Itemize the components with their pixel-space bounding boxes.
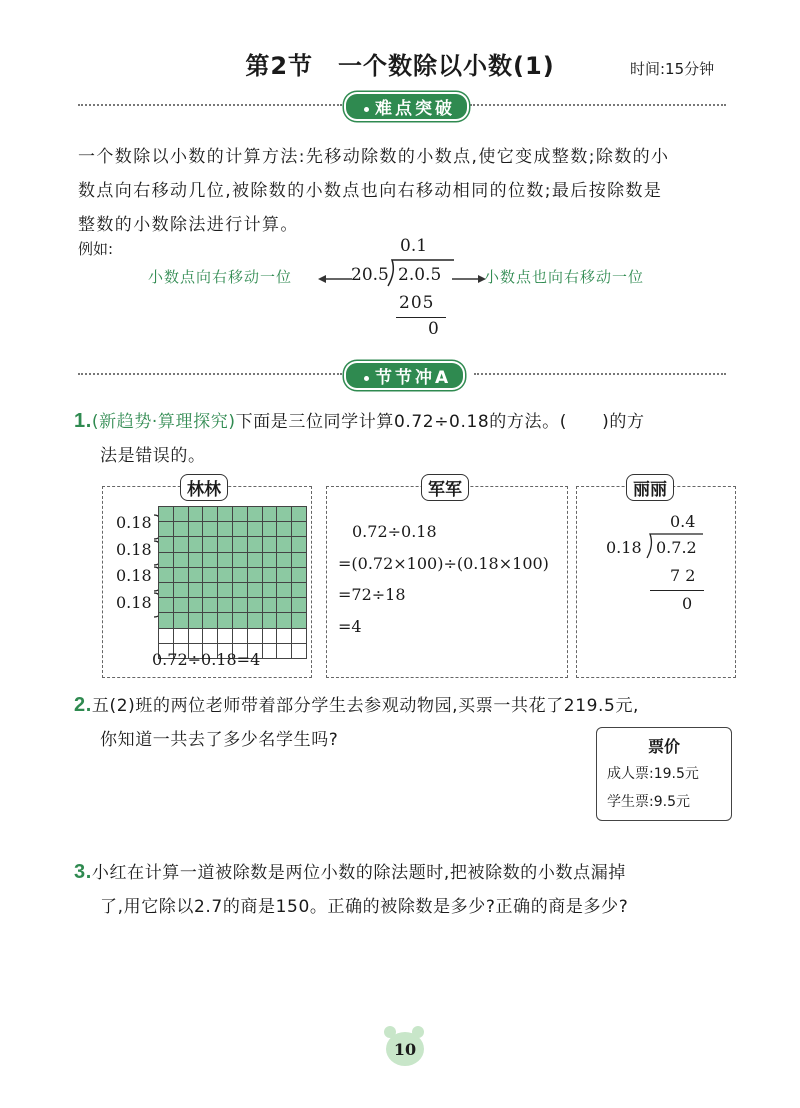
grid-cell <box>292 643 307 658</box>
grid-cell-shaded <box>262 552 277 567</box>
lili-divisor: 0.18 <box>606 538 642 557</box>
divider-line <box>470 104 726 106</box>
grid-row <box>159 552 307 567</box>
grid-cell-shaded <box>292 582 307 597</box>
question-number: 2. <box>74 694 92 716</box>
linlin-row-labels <box>116 510 152 616</box>
lili-name: 丽丽 <box>626 474 674 501</box>
example-divisor: 20.5 <box>351 265 389 285</box>
grid-cell-shaded <box>173 552 188 567</box>
method-paragraph <box>78 140 738 242</box>
step-line: =72÷18 <box>338 585 406 604</box>
grid-cell-shaded <box>247 582 262 597</box>
grid-cell <box>277 628 292 643</box>
question-text: 下面是三位同学计算0.72÷0.18的方法。( )的方 <box>235 412 645 432</box>
grid-cell-shaded <box>159 522 174 537</box>
section-badge-difficulty: 难点突破 <box>344 92 469 121</box>
grid-cell-shaded <box>218 522 233 537</box>
grid-cell-shaded <box>277 598 292 613</box>
grid-cell-shaded <box>188 582 203 597</box>
grid-cell-shaded <box>159 582 174 597</box>
grid-cell <box>247 628 262 643</box>
divider-line <box>78 373 342 375</box>
question-number: 3. <box>74 861 92 883</box>
lili-dividend: 0.7.2 <box>656 538 697 557</box>
lili-box <box>576 486 736 678</box>
grid-cell-shaded <box>218 613 233 628</box>
grid-cell-shaded <box>292 598 307 613</box>
grid-cell-shaded <box>218 537 233 552</box>
grid-cell <box>218 628 233 643</box>
grid-cell <box>262 628 277 643</box>
grid-cell-shaded <box>203 522 218 537</box>
grid-cell-shaded <box>262 613 277 628</box>
row-label: 0.18 <box>116 566 152 585</box>
question-3 <box>74 855 754 924</box>
grid-cell-shaded <box>173 507 188 522</box>
divider-line <box>474 373 726 375</box>
grid-row <box>159 567 307 582</box>
grid-cell-shaded <box>203 598 218 613</box>
question-text: 五(2)班的两位老师带着部分学生去参观动物园,买票一共花了219.5元, <box>91 696 640 716</box>
student-price: 学生票:9.5元 <box>607 794 690 810</box>
grid-cell-shaded <box>232 552 247 567</box>
grid-cell-shaded <box>292 552 307 567</box>
grid-cell <box>173 628 188 643</box>
grid-row <box>159 537 307 552</box>
lili-product: 7 2 <box>670 566 696 585</box>
grid-cell-shaded <box>159 567 174 582</box>
grid-cell-shaded <box>247 567 262 582</box>
grid-cell <box>277 643 292 658</box>
junjun-steps <box>338 516 549 642</box>
step-line: =4 <box>338 616 362 636</box>
grid-cell-shaded <box>188 567 203 582</box>
grid-row <box>159 582 307 597</box>
divider-line <box>78 104 342 106</box>
lili-line <box>650 590 704 591</box>
grid-cell-shaded <box>247 598 262 613</box>
grid-cell-shaded <box>159 552 174 567</box>
grid-cell-shaded <box>159 613 174 628</box>
grid-cell-shaded <box>232 598 247 613</box>
row-label: 0.18 <box>116 539 152 559</box>
grid-cell-shaded <box>173 522 188 537</box>
grid-cell-shaded <box>247 552 262 567</box>
question-text: 你知道一共去了多少名学生吗? <box>100 730 339 750</box>
time-label: 时间:15分钟 <box>630 60 715 78</box>
grid-cell-shaded <box>173 567 188 582</box>
price-box <box>596 727 732 821</box>
grid-cell-shaded <box>188 613 203 628</box>
grid-cell <box>203 628 218 643</box>
lili-remainder: 0 <box>682 594 693 613</box>
grid-cell <box>188 628 203 643</box>
grid-cell-shaded <box>188 537 203 552</box>
example-quotient: 0.1 <box>400 236 428 256</box>
junjun-name: 军军 <box>421 474 469 501</box>
adult-price: 成人票:19.5元 <box>607 766 699 782</box>
hundred-grid <box>158 506 307 659</box>
grid-cell-shaded <box>232 537 247 552</box>
grid-cell-shaded <box>292 613 307 628</box>
grid-cell-shaded <box>218 567 233 582</box>
grid-cell-shaded <box>262 598 277 613</box>
step-line: =(0.72×100)÷(0.18×100) <box>338 553 549 573</box>
paragraph-line: 一个数除以小数的计算方法:先移动除数的小数点,使它变成整数;除数的小 <box>78 147 670 167</box>
grid-cell-shaded <box>262 507 277 522</box>
lili-quotient: 0.4 <box>670 512 696 531</box>
grid-cell-shaded <box>188 522 203 537</box>
grid-cell-shaded <box>218 582 233 597</box>
grid-cell <box>232 628 247 643</box>
step-line: 0.72÷0.18 <box>352 522 437 541</box>
grid-cell-shaded <box>188 507 203 522</box>
paragraph-line: 数点向右移动几位,被除数的小数点也向右移动相同的位数;最后按除数是 <box>78 181 663 201</box>
example-remainder: 0 <box>428 319 439 339</box>
grid-cell-shaded <box>173 537 188 552</box>
right-note: 小数点也向右移动一位 <box>484 268 645 286</box>
question-number: 1. <box>74 410 92 432</box>
grid-cell-shaded <box>277 567 292 582</box>
question-text: 了,用它除以2.7的商是150。正确的被除数是多少?正确的商是多少? <box>100 897 629 917</box>
grid-cell-shaded <box>203 552 218 567</box>
question-1 <box>74 404 744 473</box>
grid-cell-shaded <box>262 522 277 537</box>
example-product: 205 <box>399 293 435 313</box>
grid-cell-shaded <box>292 522 307 537</box>
grid-cell-shaded <box>218 598 233 613</box>
left-note: 小数点向右移动一位 <box>148 268 293 286</box>
question-tag: (新趋势·算理探究) <box>91 412 236 432</box>
arrow-left <box>318 270 352 289</box>
linlin-caption: 0.72÷0.18=4 <box>152 650 261 669</box>
question-text: 法是错误的。 <box>100 446 206 466</box>
grid-cell-shaded <box>292 507 307 522</box>
grid-cell-shaded <box>277 537 292 552</box>
example-line <box>396 317 446 318</box>
grid-cell-shaded <box>262 567 277 582</box>
grid-cell-shaded <box>262 582 277 597</box>
price-title: 票价 <box>647 737 680 756</box>
grid-cell-shaded <box>232 522 247 537</box>
grid-cell-shaded <box>218 507 233 522</box>
example-label: 例如: <box>78 240 114 258</box>
example-dividend: 2.0.5 <box>398 265 442 285</box>
grid-row <box>159 613 307 628</box>
arrow-right <box>452 270 486 289</box>
grid-cell-shaded <box>277 613 292 628</box>
grid-cell-shaded <box>262 537 277 552</box>
section-badge-practice: 节节冲A <box>344 361 465 390</box>
grid-table <box>158 506 307 659</box>
grid-cell-shaded <box>277 552 292 567</box>
grid-cell-shaded <box>203 537 218 552</box>
grid-row <box>159 598 307 613</box>
grid-cell-shaded <box>203 582 218 597</box>
grid-cell <box>262 643 277 658</box>
grid-cell <box>292 628 307 643</box>
question-text: 小红在计算一道被除数是两位小数的除法题时,把被除数的小数点漏掉 <box>91 863 626 883</box>
row-label: 0.18 <box>116 513 152 532</box>
grid-cell-shaded <box>203 567 218 582</box>
grid-cell-shaded <box>203 507 218 522</box>
paragraph-line: 整数的小数除法进行计算。 <box>78 215 299 235</box>
row-label: 0.18 <box>116 592 152 612</box>
grid-cell-shaded <box>173 613 188 628</box>
grid-row <box>159 628 307 643</box>
grid-cell-shaded <box>203 613 218 628</box>
grid-row <box>159 507 307 522</box>
grid-cell-shaded <box>159 537 174 552</box>
grid-cell-shaded <box>159 598 174 613</box>
linlin-name: 林林 <box>180 474 228 501</box>
grid-cell-shaded <box>277 582 292 597</box>
grid-cell-shaded <box>247 537 262 552</box>
grid-cell-shaded <box>247 507 262 522</box>
grid-cell-shaded <box>277 522 292 537</box>
grid-cell-shaded <box>247 522 262 537</box>
grid-cell-shaded <box>159 507 174 522</box>
page-number: 10 <box>386 1032 424 1066</box>
grid-cell-shaded <box>232 507 247 522</box>
grid-cell-shaded <box>292 537 307 552</box>
grid-row <box>159 522 307 537</box>
grid-cell-shaded <box>232 567 247 582</box>
grid-cell-shaded <box>188 598 203 613</box>
grid-cell <box>159 628 174 643</box>
grid-cell-shaded <box>188 552 203 567</box>
grid-cell-shaded <box>277 507 292 522</box>
grid-cell-shaded <box>232 613 247 628</box>
grid-cell-shaded <box>218 552 233 567</box>
grid-cell-shaded <box>247 613 262 628</box>
page-title: 第2节 一个数除以小数(1) <box>245 52 555 80</box>
grid-cell-shaded <box>292 567 307 582</box>
grid-cell-shaded <box>173 598 188 613</box>
grid-cell-shaded <box>173 582 188 597</box>
grid-cell-shaded <box>232 582 247 597</box>
